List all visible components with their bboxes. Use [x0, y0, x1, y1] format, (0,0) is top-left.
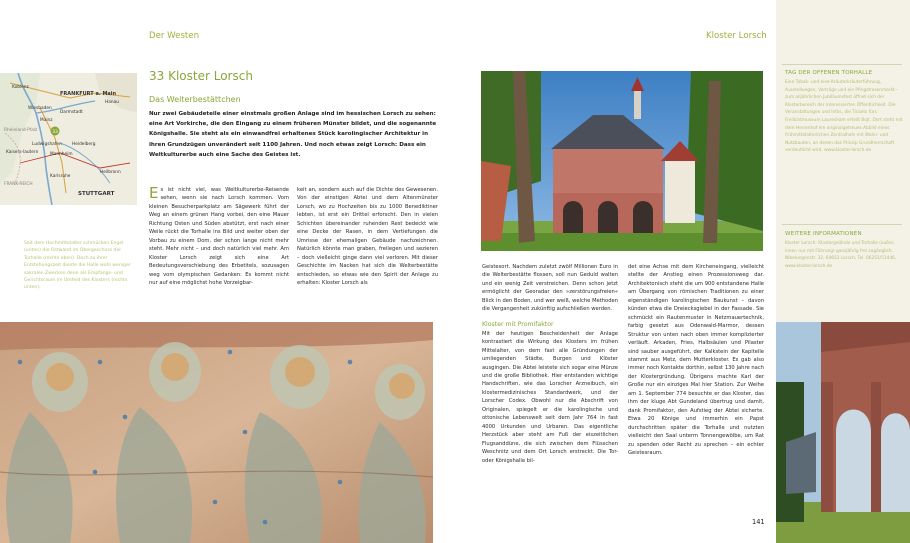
- fresco-photo: [0, 322, 433, 543]
- angel-fresco-image: [0, 322, 433, 543]
- sidebar-divider: [782, 224, 902, 225]
- map-label: Mannheim: [50, 152, 73, 157]
- map-label: FRANKFURT a. Main: [60, 91, 117, 97]
- body-column-4: det eine Achse mit dem Kircheneingang, vielleicht stellte der Anstieg einen Prozessionsweg dar. Architektonisch steht die um 900 entstandene Halle am Übergang von römischen Traditionen zu einer eigenständigen karolingischen Baukunst – davon künden etwa die Dreiecksgiebel in der Fassade. Sie schmückt ein Rautenmuster in Netzmauertechnik, farbig gesetzt aus Odenwald-Marmor, dessen Struktur von unten nach oben immer komplizierter verläuft. Arkaden, Fries, Halbsäulen und Pilaster sind sauber ausgeführt, der Kalkstein der Kapitelle stammt aus Metz, dem Mutterkloster. Es gab also immer noch Kontakte dorthin, selbst 130 Jahre nach der Klostergründung. Übrigens machte Karl der Große nur ein einziges Mal hier Station. Zur Weihe am 1. September 774 besuchte er das Kloster, das ihm der kluge Abt Gundeland übertrug und damit, dank Promifaktor, den Aufstieg der Abtei sicherte. Etwa 20 Könige und immerhin ein Papst durchschritten später die Torhalle und nutzten vielleicht den Saal unterm Tonnengewölbe, um Rat zu spenden oder Recht zu sprechen – ein echter Geistesraum.: [628, 264, 764, 456]
- article-title: 33 Kloster Lorsch: [149, 69, 253, 83]
- map-label: Heidelberg: [72, 142, 96, 147]
- map-label: Darmstadt: [60, 110, 83, 115]
- body-text: Geistesort. Nachdem zuletzt zwölf Millionen Euro in die Welterbestätte flossen, soll nun Geduld walten und ein wenig Zeit verstreichen. Denn schon jetzt ermöglicht der Georadar den »zerstörungsfreien« Blick in den Boden, und wer weiß, welche Methoden die Vergangenheit zukünftig aufschließen werden.: [482, 264, 618, 313]
- body-text: s ist nicht viel, was Weltkulturerbe-Reisende sehen, wenn sie nach Lorsch kommen. Vom kleinen Besucherparkplatz am Sägewerk führt der Weg an einem grünen Hang vorbei, den eine Mauer Richtung Osten und Süden abstützt, erst nach einer Weile rückt die Torhalle ins Bild und weiter oben der Vorbau zu einem Dom, der schon lange nicht mehr steht. Mehr nicht – und doch natürlich viel mehr. Am Kloster Lorsch zeigt sich eine Art Bedeutungsverschiebung des Erbetitels, sozusagen weg vom olympischen Gedanken: Es kommt nicht nur auf eine möglichst hohe Vorzeigbar-: [149, 187, 289, 286]
- map-label: Karlsruhe: [50, 174, 71, 179]
- arcade-image: [776, 322, 910, 543]
- torhalle-photo: [481, 71, 763, 251]
- map-label: Rheinland-Pfalz: [4, 128, 38, 133]
- running-head-left: Der Westen: [149, 31, 200, 41]
- map-marker: 33: [52, 130, 58, 135]
- body-text: Mit der heutigen Bescheidenheit der Anlage kontrastiert die Wirkung des Klosters im frühen Mittelalter, von dem fast alle Gründungen der umliegenden Städte, Burgen und Klöster ausgingen. Die Abtei leistete sich sogar eine Münze und die große Bibliothek. Hier entstanden wichtige Handschriften, wie das Lorscher Arzneibuch, ein klostermedizinisches Standardwerk, und der Lorscher Codex. Obwohl nur die Abschrift von Originalen, spiegelt er die karolingische und ottonische Lebenswelt seit dem Jahr 764 in fast 4000 Urkunden und Urbaren. Das eigentliche Herzstück aber steht am Fuß der eiszeitlichen Flugsanddüne, die sich zwischen dem Flüsschen Weschnitz und dem Ort Lorsch erstreckt. Die Tor- oder Königshalle bil-: [482, 330, 618, 464]
- map-label: Heilbronn: [100, 170, 121, 175]
- sidebar-divider: [782, 64, 902, 65]
- body-column-2: keit an, sondern auch auf die Dichte des Gewesenen. Von der einstigen Abtei und dem Altenmünster Lorsch, wo zu Hochzeiten bis zu 1000 Benediktiner lebten, ist erst ein Drittel erforscht. Den in vielen Schichten übereinander ruhenden Rest bedeckt wie eine Decke der Rasen, in dem Vertiefungen die Umrisse der ehemaligen Gebäude nachzeichnen. Natürlich könnte man graben, freilegen und sezieren – doch vielleicht ginge dann viel verloren. Mit dieser Geschichte im Nacken hat sich die Welterbestätte entschieden, so etwas wie den Spirit der Anlage zu erhalten: Kloster Lorsch als: [297, 187, 438, 286]
- page-number: 141: [752, 518, 765, 526]
- map-label: FRANK-REICH: [4, 182, 33, 187]
- map-label: Kaisers-lautern: [6, 150, 39, 155]
- torhalle-image: [481, 71, 763, 251]
- section-heading: Kloster mit Promifaktor: [482, 320, 554, 328]
- map-label: Wiesbaden: [28, 106, 52, 111]
- sidebar-box1-text: Eine Tabak- und eine Kräuterkräuterführung, Ausstellungen, Vorträge und ein Pfingstrosenmarkt – zum alljährlichen Jubiläumsfest öffnet sich der Klosterbereich der interessierten Öffentlichkeit. Die Veranstaltungen und Infos, die Tickets fürs Freilichtmuseum Lauresham erteilt Bojt. Dort steht mit dem Herrenhof ein originalgetreues Abbild eines frühmittelalterlichen Zentralhofs mit Wohn- und Nutzbauten, an denen das Prinzip Grundherrschaft verdeutlicht wird. www.kloster-lorsch.de: [785, 80, 903, 154]
- body-column-3: [482, 263, 618, 465]
- arcade-photo: [776, 322, 910, 543]
- article-subtitle: Das Welterbestättchen: [149, 95, 241, 104]
- location-map: [0, 73, 137, 205]
- map-label: Hanau: [105, 100, 119, 105]
- figure-caption: Seit dem Hochmittelalter schmücken Engel (unten) die Ostwand im Obergeschoss der Torhalle (rechts oben). Doch zu ihrer Entstehungszeit diente die Halle wohl weniger sakralen Zwecken denn als Empfangs- und Gerichtsraum im Umfeld des Klosters (rechts unten).: [24, 241, 131, 291]
- sidebar-box1-title: TAG DER OFFENEN TORHALLE: [785, 70, 873, 76]
- body-column-1: [149, 186, 289, 287]
- map-label: Koblenz: [12, 85, 29, 90]
- article-lead: Nur zwei Gebäudeteile einer einstmals großen Anlage sind im hessischen Lorsch zu sehen: eine Art Vorkirche, die den Eingang zu einem früheren Münster bildet, und die sogenannte Königshalle. Sie steht als ein einwandfrei erhaltenes Stück karolingischer Architektur in ihren Grundzügen unverändert seit 1100 Jahren. Und noch etwas zeigt Lorsch: Dass ein Weltkulturerbe auch eine Sache des Geistes ist.: [149, 111, 437, 158]
- map-label: STUTTGART: [78, 191, 115, 197]
- map-label: Ludwigshafen: [32, 142, 62, 147]
- map-label: Mainz: [40, 118, 53, 123]
- sidebar-box2-text: Kloster Lorsch: Klostergelände und Torhalle (außer, innen nur mit Führung) ganzjährig frei zugänglich. Nibelungenstr. 32, 64653 Lorsch, Tel. 06251/51446, www.kloster-lorsch.de: [785, 241, 897, 269]
- running-head-right: Kloster Lorsch: [706, 31, 767, 41]
- drop-cap: E: [149, 184, 159, 202]
- sidebar-box2-title: WEITERE INFORMATIONEN: [785, 231, 862, 237]
- map-graphic: [0, 73, 137, 205]
